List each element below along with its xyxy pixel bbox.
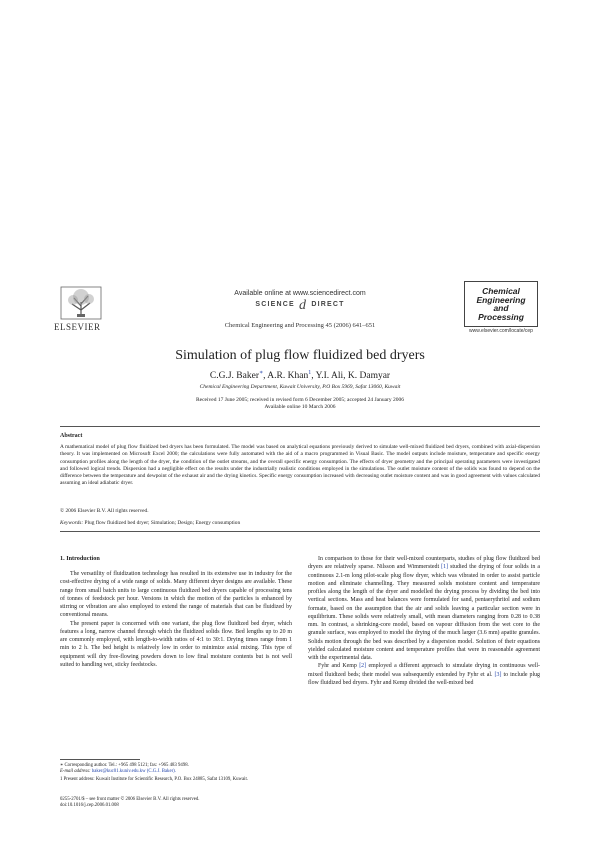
doi-link[interactable]: doi:10.1016/j.cep.2006.01.008 bbox=[60, 803, 119, 809]
reference-link-2[interactable]: [2] bbox=[359, 663, 367, 670]
author-baker: C.G.J. Baker bbox=[209, 371, 259, 382]
right-paragraph-1 bbox=[308, 555, 540, 662]
author-list bbox=[0, 369, 600, 381]
text-run: employed a different approach to simulate drying in continuous well-mixed fluidized beds; their model was subsequently extended by Fyhr et al. bbox=[308, 663, 540, 678]
keywords-label: Keywords: bbox=[60, 520, 84, 526]
abstract-heading: Abstract bbox=[60, 433, 83, 439]
publisher-name: ELSEVIER bbox=[54, 322, 101, 332]
sciencedirect-logo bbox=[190, 298, 410, 314]
footnote-present-address: 1 Present address: Kuwait Institute for Scientific Research, P.O. Box 24885, Safat 13109, Kuwait. bbox=[60, 776, 248, 782]
journal-logo bbox=[464, 281, 538, 327]
keywords bbox=[60, 520, 240, 526]
author-khan: , A.R. Khan bbox=[263, 371, 309, 382]
journal-citation: Chemical Engineering and Processing 45 (2006) 641–651 bbox=[224, 322, 376, 329]
journal-logo-line: Chemical bbox=[482, 286, 520, 296]
sciencedirect-left: SCIENCE bbox=[255, 301, 295, 308]
text-run: Fyhr and Kemp bbox=[318, 663, 360, 670]
journal-url-link[interactable]: www.elsevier.com/locate/cep bbox=[469, 328, 533, 334]
reference-link-1[interactable]: [1] bbox=[441, 564, 449, 571]
received-dates: Received 17 June 2005; received in revised form 6 December 2005; accepted 24 January 2006 bbox=[195, 397, 404, 403]
keywords-list: Plug flow fluidized bed dryer; Simulation; Design; Energy consumption bbox=[84, 520, 241, 526]
available-online-date: Available online 10 March 2006 bbox=[264, 404, 336, 410]
abstract-bottom-rule bbox=[60, 531, 540, 532]
issn-line: 0255-2701/$ – see front matter © 2006 Elsevier B.V. All rights reserved. bbox=[60, 797, 200, 802]
sciencedirect-right: DIRECT bbox=[311, 301, 345, 308]
right-column bbox=[308, 555, 540, 687]
footnote-corresponding bbox=[60, 763, 292, 776]
email-link[interactable]: baker@kuc01.kuniv.edu.kw (C.G.J. Baker). bbox=[90, 769, 176, 775]
footnote-mark[interactable]: 1 bbox=[308, 370, 312, 376]
journal-logo-line: and bbox=[493, 303, 509, 313]
available-online-text[interactable]: Available online at www.sciencedirect.com bbox=[234, 290, 366, 297]
footnote-rule bbox=[60, 759, 140, 760]
journal-logo-line: Processing bbox=[478, 311, 524, 322]
abstract-top-rule bbox=[60, 426, 540, 427]
intro-paragraph-2: The present paper is concerned with one variant, the plug flow fluidized bed dryer, which features a long, narrow channel through which the fluidized solids flow. Bed lengths up to 20 m are commonly employed, with length-to-width ratios of 4:1 to 30:1. Drying times range from 1 min to 2 h. The bed height is relatively low in order to minimize axial mixing. This type of equipment will dry free-flowing powders down to low final moisture contents but is not well suited to handling wet, sticky feedstocks. bbox=[60, 620, 292, 668]
text-run: to include plug flow fluidized bed dryers. Fyhr and Kemp divided the well-mixed bed bbox=[308, 671, 541, 686]
reference-link-3[interactable]: [3] bbox=[494, 671, 502, 678]
left-column bbox=[60, 570, 292, 669]
publication-info bbox=[60, 797, 199, 810]
affiliation: Chemical Engineering Department, Kuwait University, P.O Box 5969, Safat 13060, Kuwait bbox=[199, 384, 401, 390]
sciencedirect-at-icon: d bbox=[299, 298, 308, 313]
abstract-copyright: © 2006 Elsevier B.V. All rights reserved. bbox=[60, 508, 149, 514]
text-run: In comparison to those for their well-mixed counterparts, studies of plug flow fluidized bed dryers are relatively sparse. Nilsson and Wimmerstedt bbox=[308, 556, 540, 571]
paper-title: Simulation of plug flow fluidized bed dryers bbox=[175, 348, 425, 363]
abstract-body: A mathematical model of plug flow fluidized bed dryers has been formulated. The model was based on analytical equations previously derived to simulate well-mixed fluidized bed dryers, combined with axial-dispersion theory. It was implemented on Microsoft Excel 2000; the calculations were fully automated with the aid of a macro programmed in Visual Basic. The model outputs include moisture, temperature and specific energy consumption profiles along the length of the dryer, the condition of the outlet streams, and the overall specific energy consumption. The effects of dryer geometry and the principal operating parameters were investigated and followed logical trends. Dispersion had a negligible effect on the results under the industrially realistic conditions employed in the simulations. The outlet moisture content of the solids was found to depend on the difference between the temperature and dewpoint of the exhaust air and the drying kinetics. Specific energy consumption increased with decreasing outlet moisture content and was in good agreement with values calculated assuming an ideal adiabatic dryer. bbox=[60, 444, 540, 487]
footnote-text: ∗ Corresponding author. Tel.: +965 498 5121; fax: +965 483 9498. bbox=[60, 763, 189, 768]
text-run: studied the drying of four solids in a continuous 2.1-m long pilot-scale plug flow dryer, which was vibrated in order to assist particle motion and eliminate channelling. They measured solids moisture content and temperature profiles along the length of the dryer and modelled the drying process by dividing the bed into vertical sections. Mass and heat balances were formulated for sand, pentaerythritol and sodium formate, based on the assumption that the air and solids leaving a particular section were in equilibrium. These solids were relatively small, with mean diameters ranging from 0.28 to 0.38 mm. In contrast, a shrinking-core model, based on vapour diffusion from the wet core to the granule surface, was employed to model the drying of the much larger (3.6 mm) apatite granules. Solids motion through the bed was described by a dispersion model. Solution of their equations yielded calculated moisture content and temperature profiles that were in reasonable agreement with the experimental data. bbox=[308, 564, 540, 661]
email-label: E-mail address: bbox=[60, 769, 91, 775]
footnotes bbox=[60, 763, 292, 784]
right-paragraph-2 bbox=[308, 662, 540, 687]
corresponding-author-mark[interactable]: ∗ bbox=[258, 370, 264, 376]
author-others: , Y.I. Ali, K. Damyar bbox=[311, 371, 391, 382]
journal-logo-line: Engineering bbox=[476, 294, 526, 305]
intro-paragraph-1: The versatility of fluidization technology has resulted in its extensive use in industry for the cost-effective drying of a wide range of solids. Many different dryer designs are available. These range from small batch units to large continuous fluidized bed dryers capable of processing tens of tonnes of feedstock per hour. Versions in which the motion of the particles is enhanced by stirring or vibration are also employed to extend the range of materials that can be fluidized by conventional means. bbox=[60, 571, 292, 619]
section-heading-introduction: 1. Introduction bbox=[60, 555, 100, 562]
